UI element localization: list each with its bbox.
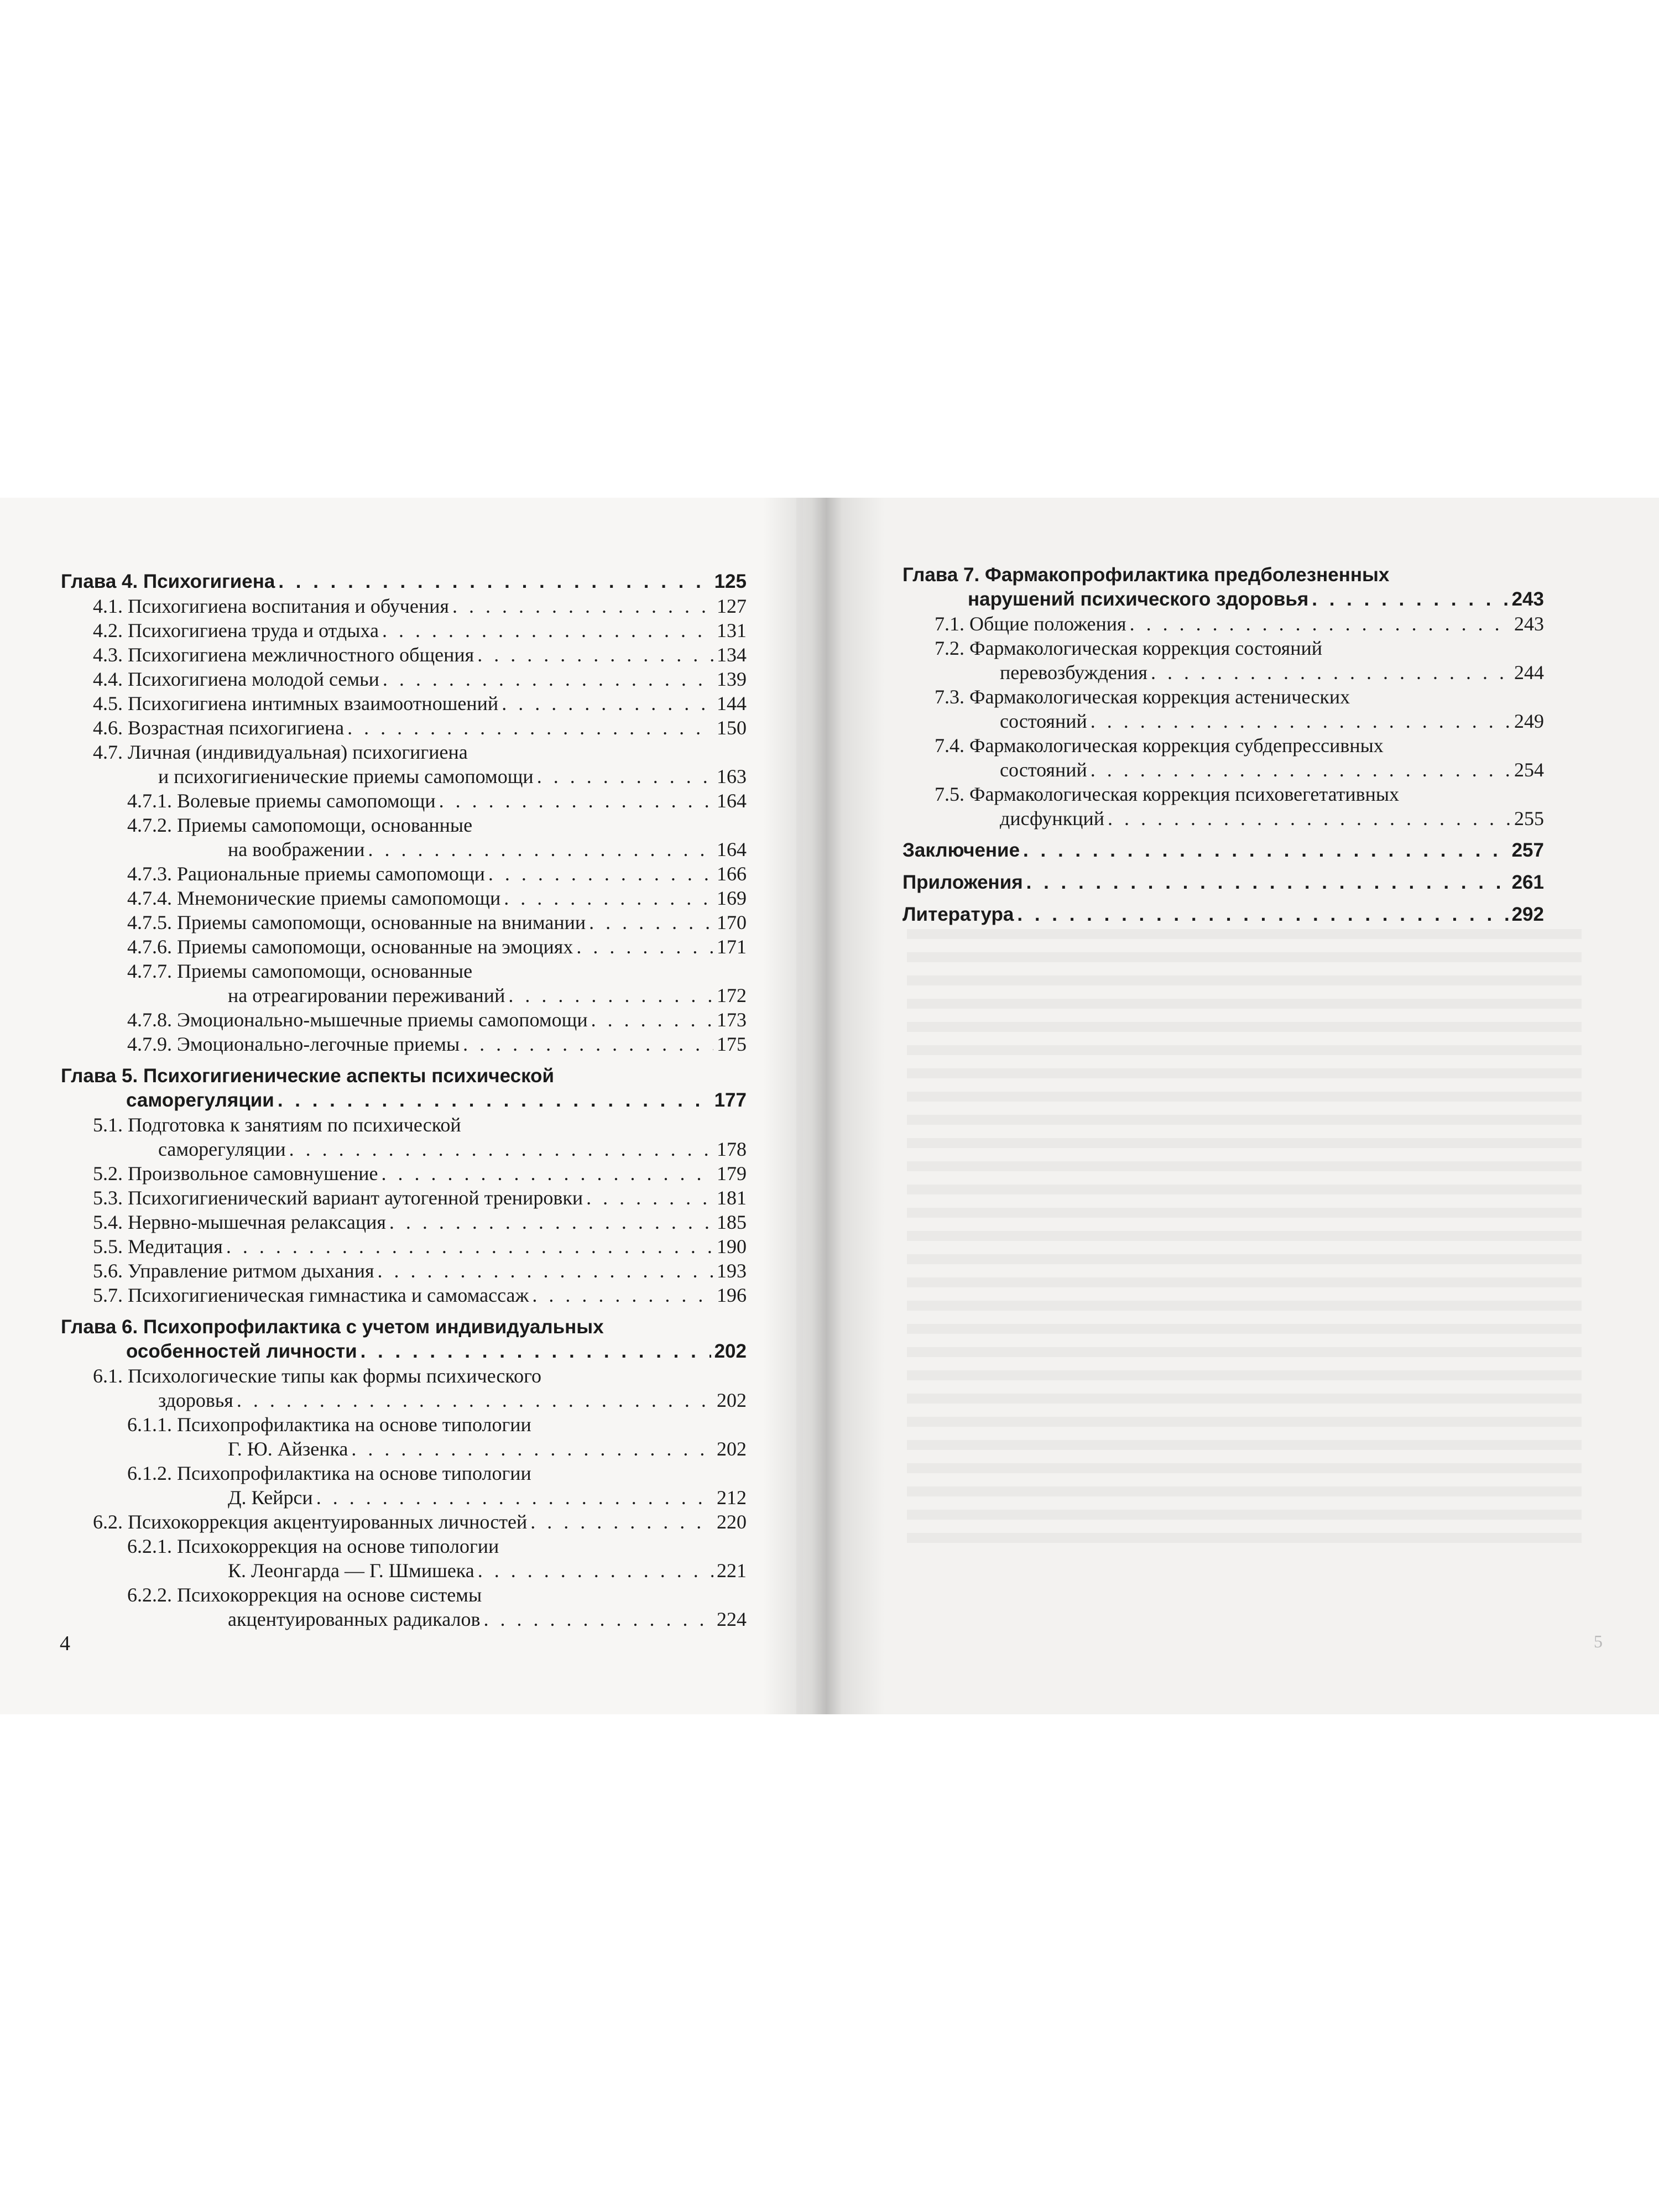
toc-entry-line <box>127 862 747 886</box>
dot-leader <box>383 667 713 691</box>
toc-page-number: 181 <box>717 1187 747 1209</box>
toc-entry-line <box>93 1388 747 1412</box>
dot-leader <box>1023 838 1509 863</box>
toc-entry-line <box>127 1008 747 1032</box>
dot-leader <box>478 1558 713 1583</box>
toc-entry-title: 4.6. Возрастная психогигиена <box>93 717 345 739</box>
toc-page-number: 164 <box>717 790 747 812</box>
toc-entry-line <box>127 935 747 959</box>
toc-entry <box>61 1186 747 1210</box>
dot-leader <box>576 935 713 959</box>
toc-page-number: 224 <box>717 1608 747 1630</box>
toc-entry-title: 5.2. Произвольное самовнушение <box>93 1162 378 1185</box>
toc-entry-line <box>93 764 747 789</box>
toc-entry-line <box>61 570 747 594</box>
toc-entry-line <box>93 1234 747 1259</box>
toc-entry-line <box>935 806 1544 831</box>
toc-entry <box>61 691 747 716</box>
toc-entry-title: перевозбуждения <box>1000 661 1147 684</box>
toc-page-number: 175 <box>717 1033 747 1055</box>
toc-entry-line <box>902 587 1544 612</box>
toc-entry-title: на воображении <box>228 838 365 860</box>
dot-leader <box>452 594 713 618</box>
dot-leader <box>591 1008 713 1032</box>
toc-entry-line <box>93 1283 747 1307</box>
toc-entry <box>61 1412 747 1461</box>
toc-entry <box>61 1113 747 1161</box>
toc-entry-title: Глава 7. Фармакопрофилактика предболезненных <box>902 564 1390 586</box>
toc-entry-line <box>93 1137 747 1161</box>
dot-leader <box>1091 758 1511 782</box>
toc-page-number: 166 <box>717 863 747 885</box>
toc-entry-title: 4.4. Психогигиена молодой семьи <box>93 668 379 690</box>
toc-entry-title: 6.2.2. Психокоррекция на основе системы <box>127 1584 482 1606</box>
toc-entry-line <box>902 870 1544 895</box>
toc-entry-line <box>93 740 747 764</box>
dot-leader <box>532 1283 713 1307</box>
toc-entry <box>61 959 747 1008</box>
toc-entry-line <box>93 1113 747 1137</box>
dot-leader <box>1108 806 1511 831</box>
dot-leader <box>1130 612 1511 636</box>
dot-leader <box>586 1186 713 1210</box>
toc-entry-title: 5.6. Управление ритмом дыхания <box>93 1260 374 1282</box>
toc-entry <box>902 563 1544 612</box>
toc-entry-title: 4.7.4. Мнемонические приемы самопомощи <box>127 887 501 909</box>
toc-entry <box>61 594 747 618</box>
right-page <box>803 498 1659 1714</box>
toc-entry-line <box>93 594 747 618</box>
toc-entry-title: 4.7.5. Приемы самопомощи, основанные на внимании <box>127 911 586 933</box>
toc-entry-title: на отреагировании переживаний <box>228 984 505 1006</box>
toc-entry-line <box>93 1210 747 1234</box>
toc-page-number: 170 <box>717 911 747 933</box>
toc-entry <box>61 1064 747 1113</box>
toc-entry-line <box>93 716 747 740</box>
toc-entry-title: саморегуляции <box>126 1089 274 1111</box>
dot-leader <box>1017 902 1508 927</box>
toc-entry-title: 7.5. Фармакологическая коррекция психовегетативных <box>935 783 1400 805</box>
dot-leader <box>1026 870 1509 895</box>
toc-entry-title: акцентуированных радикалов <box>228 1608 481 1630</box>
toc-entry-title: 6.2.1. Психокоррекция на основе типологии <box>127 1535 499 1557</box>
dot-leader <box>530 1510 713 1534</box>
dot-leader <box>504 886 713 910</box>
toc-entry-line <box>935 685 1544 709</box>
toc-page-number: 173 <box>717 1009 747 1031</box>
dot-leader <box>1312 587 1508 612</box>
toc-page-number: 177 <box>714 1089 747 1111</box>
toc-entry-line <box>61 1088 747 1113</box>
toc-entry-title: Литература <box>902 904 1014 925</box>
toc-entry-title: 4.1. Психогигиена воспитания и обучения <box>93 595 449 617</box>
dot-leader <box>463 1032 713 1056</box>
dot-leader <box>347 716 713 740</box>
dot-leader <box>389 1210 713 1234</box>
toc-entry-title: 6.1.1. Психопрофилактика на основе типологии <box>127 1413 531 1436</box>
toc-entry-line <box>127 1558 747 1583</box>
toc-entry-title: К. Леонгарда — Г. Шмишека <box>228 1559 474 1582</box>
toc-entry-line <box>902 902 1544 927</box>
toc-page-number: 202 <box>717 1438 747 1460</box>
toc-page-number: 243 <box>1514 613 1544 635</box>
toc-page-number: 261 <box>1511 872 1544 893</box>
toc-entry-title: 7.3. Фармакологическая коррекция астенических <box>935 686 1350 708</box>
toc-entry-title: 4.7.7. Приемы самопомощи, основанные <box>127 960 473 982</box>
toc-entry-line <box>127 837 747 862</box>
toc-entry-line <box>935 636 1544 660</box>
toc-entry-line <box>93 1161 747 1186</box>
toc-entry <box>61 813 747 862</box>
toc-page-number: 171 <box>717 936 747 958</box>
dot-leader <box>361 1339 711 1364</box>
toc-entry-line <box>127 813 747 837</box>
toc-entry-line <box>935 733 1544 758</box>
toc-entry-title: состояний <box>1000 759 1087 781</box>
toc-entry-title: саморегуляции <box>158 1138 286 1160</box>
dot-leader <box>316 1485 713 1510</box>
toc-entry <box>61 1534 747 1583</box>
toc-entry <box>61 910 747 935</box>
toc-page-number: 179 <box>717 1162 747 1185</box>
toc-entry-line <box>902 838 1544 863</box>
toc-entry <box>61 1364 747 1412</box>
toc-entry-title: 4.7.1. Волевые приемы самопомощи <box>127 790 436 812</box>
toc-page-number: 254 <box>1514 759 1544 781</box>
toc-entry-line <box>127 959 747 983</box>
toc-page-number: 139 <box>717 668 747 690</box>
toc-entry <box>902 838 1544 863</box>
toc-entry <box>902 612 1544 636</box>
toc-entry-title: 4.7.8. Эмоционально-мышечные приемы самопомощи <box>127 1009 588 1031</box>
toc-entry <box>61 1234 747 1259</box>
toc-entry-line <box>127 910 747 935</box>
toc-page-number: 150 <box>717 717 747 739</box>
toc-entry <box>61 1510 747 1534</box>
toc-entry <box>61 1461 747 1510</box>
toc-entry-title: 4.7.9. Эмоционально-легочные приемы <box>127 1033 460 1055</box>
toc-page-number: 178 <box>717 1138 747 1160</box>
dot-leader <box>289 1137 713 1161</box>
toc-entry-line <box>935 660 1544 685</box>
toc-entry <box>61 1161 747 1186</box>
toc-page-number: 185 <box>717 1211 747 1233</box>
toc-entry-title: 7.4. Фармакологическая коррекция субдепрессивных <box>935 734 1384 757</box>
toc-page-number: 193 <box>717 1260 747 1282</box>
toc-page-number: 190 <box>717 1235 747 1258</box>
toc-entry <box>902 636 1544 685</box>
toc-entry-line <box>127 1485 747 1510</box>
toc-entry-title: 5.5. Медитация <box>93 1235 223 1258</box>
toc-entry-line <box>127 1412 747 1437</box>
toc-entry-title: 7.1. Общие положения <box>935 613 1126 635</box>
toc-entry-title: 5.7. Психогигиеническая гимнастика и самомассаж <box>93 1284 529 1306</box>
toc-page-number: 144 <box>717 692 747 714</box>
toc-entry-line <box>127 1461 747 1485</box>
dot-leader <box>589 910 713 935</box>
toc-page-number: 164 <box>717 838 747 860</box>
dot-leader <box>382 618 713 643</box>
toc-entry-line <box>902 563 1544 587</box>
toc-page-number: 125 <box>714 571 747 592</box>
toc-entry-title: 6.1. Психологические типы как формы психического <box>93 1365 541 1387</box>
table-of-contents-left <box>61 570 747 1631</box>
toc-entry <box>61 1032 747 1056</box>
toc-entry-title: Приложения <box>902 872 1023 893</box>
dot-leader <box>1091 709 1511 733</box>
toc-entry-title: Глава 5. Психогигиенические аспекты психической <box>61 1065 555 1087</box>
toc-entry-title: Глава 6. Психопрофилактика с учетом индивидуальных <box>61 1316 604 1338</box>
dot-leader <box>368 837 713 862</box>
toc-entry-line <box>93 618 747 643</box>
toc-page-number: 134 <box>717 644 747 666</box>
toc-entry <box>902 733 1544 782</box>
toc-entry-line <box>127 1032 747 1056</box>
toc-entry <box>902 870 1544 895</box>
toc-entry-line <box>127 789 747 813</box>
toc-entry-line <box>61 1064 747 1088</box>
toc-entry-title: 4.7.3. Рациональные приемы самопомощи <box>127 863 485 885</box>
dot-leader <box>508 983 713 1008</box>
toc-entry-title: 4.5. Психогигиена интимных взаимоотношений <box>93 692 499 714</box>
toc-entry <box>61 1315 747 1364</box>
toc-entry <box>902 685 1544 733</box>
toc-entry <box>61 1259 747 1283</box>
toc-entry <box>61 1583 747 1631</box>
toc-page-number: 163 <box>717 765 747 787</box>
dot-leader <box>237 1388 713 1412</box>
toc-entry <box>61 570 747 594</box>
toc-entry-title: 6.2. Психокоррекция акцентуированных личностей <box>93 1511 528 1533</box>
toc-entry <box>61 886 747 910</box>
toc-entry-title: 7.2. Фармакологическая коррекция состояний <box>935 637 1323 659</box>
toc-entry <box>61 1008 747 1032</box>
toc-page-number: 255 <box>1514 807 1544 830</box>
toc-page-number: 131 <box>717 619 747 641</box>
table-of-contents-right <box>902 563 1544 927</box>
toc-entry-line <box>127 1607 747 1631</box>
toc-entry-title: Г. Ю. Айзенка <box>228 1438 348 1460</box>
book-spread <box>0 498 1659 1714</box>
toc-page-number: 220 <box>717 1511 747 1533</box>
toc-entry-title: 5.3. Психогигиенический вариант аутогенной тренировки <box>93 1187 583 1209</box>
toc-entry-title: дисфункций <box>1000 807 1104 830</box>
toc-entry <box>61 643 747 667</box>
toc-entry-line <box>93 1510 747 1534</box>
toc-page-number: 244 <box>1514 661 1544 684</box>
toc-entry <box>61 935 747 959</box>
toc-entry-title: Глава 4. Психогигиена <box>61 571 275 592</box>
toc-entry-line <box>93 691 747 716</box>
dot-leader <box>351 1437 713 1461</box>
toc-entry-line <box>127 1583 747 1607</box>
toc-page-number: 292 <box>1511 904 1544 925</box>
toc-entry-line <box>127 886 747 910</box>
dot-leader <box>502 691 713 716</box>
toc-entry <box>902 782 1544 831</box>
toc-entry-title: 4.7. Личная (индивидуальная) психогигиена <box>93 741 468 763</box>
toc-entry-line <box>61 1315 747 1339</box>
toc-entry-title: 5.4. Нервно-мышечная релаксация <box>93 1211 386 1233</box>
toc-entry <box>61 667 747 691</box>
toc-entry-line <box>935 612 1544 636</box>
toc-page-number: 257 <box>1511 839 1544 861</box>
toc-entry <box>902 902 1544 927</box>
toc-entry <box>61 618 747 643</box>
dot-leader <box>488 862 713 886</box>
toc-page-number: 202 <box>714 1340 747 1362</box>
toc-entry-title: 4.2. Психогигиена труда и отдыха <box>93 619 379 641</box>
toc-entry-title: и психогигиенические приемы самопомощи <box>158 765 534 787</box>
toc-page-number: 196 <box>717 1284 747 1306</box>
page-number-right: 5 <box>1594 1631 1603 1651</box>
toc-entry-line <box>93 667 747 691</box>
toc-entry-line <box>935 758 1544 782</box>
toc-entry-title: 4.3. Психогигиена межличностного общения <box>93 644 474 666</box>
toc-entry-title: состояний <box>1000 710 1087 732</box>
toc-entry-line <box>935 709 1544 733</box>
toc-entry <box>61 1210 747 1234</box>
toc-entry-title: 5.1. Подготовка к занятиям по психической <box>93 1114 461 1136</box>
toc-entry-title: 6.1.2. Психопрофилактика на основе типологии <box>127 1462 531 1484</box>
toc-entry <box>61 716 747 740</box>
page-number-left: 4 <box>60 1632 70 1655</box>
dot-leader <box>477 643 713 667</box>
toc-entry-line <box>93 1259 747 1283</box>
toc-entry-title: 4.7.6. Приемы самопомощи, основанные на эмоциях <box>127 936 573 958</box>
dot-leader <box>278 570 711 594</box>
toc-entry-line <box>93 643 747 667</box>
toc-entry-title: 4.7.2. Приемы самопомощи, основанные <box>127 814 473 836</box>
toc-entry-line <box>93 1364 747 1388</box>
dot-leader <box>381 1161 713 1186</box>
toc-entry-line <box>127 1437 747 1461</box>
toc-entry <box>61 862 747 886</box>
toc-entry-title: Заключение <box>902 839 1020 861</box>
dot-leader <box>484 1607 714 1631</box>
dot-leader <box>537 764 713 789</box>
toc-page-number: 202 <box>717 1389 747 1411</box>
toc-page-number: 221 <box>717 1559 747 1582</box>
toc-entry-title: Д. Кейрси <box>228 1486 313 1509</box>
dot-leader <box>1151 660 1511 685</box>
toc-entry <box>61 740 747 789</box>
toc-page-number: 249 <box>1514 710 1544 732</box>
toc-entry <box>61 789 747 813</box>
toc-entry-line <box>93 1186 747 1210</box>
toc-entry-title: здоровья <box>158 1389 233 1411</box>
toc-entry-line <box>61 1339 747 1364</box>
left-page <box>0 498 796 1714</box>
toc-page-number: 172 <box>717 984 747 1006</box>
toc-page-number: 243 <box>1511 588 1544 610</box>
toc-entry-line <box>127 983 747 1008</box>
toc-page-number: 212 <box>717 1486 747 1509</box>
toc-page-number: 127 <box>717 595 747 617</box>
dot-leader <box>226 1234 713 1259</box>
dot-leader <box>278 1088 711 1113</box>
toc-page-number: 169 <box>717 887 747 909</box>
dot-leader <box>378 1259 713 1283</box>
toc-entry-line <box>127 1534 747 1558</box>
dot-leader <box>439 789 713 813</box>
toc-entry <box>61 1283 747 1307</box>
toc-entry-line <box>935 782 1544 806</box>
toc-entry-title: нарушений психического здоровья <box>968 588 1309 610</box>
toc-entry-title: особенностей личности <box>126 1340 357 1362</box>
